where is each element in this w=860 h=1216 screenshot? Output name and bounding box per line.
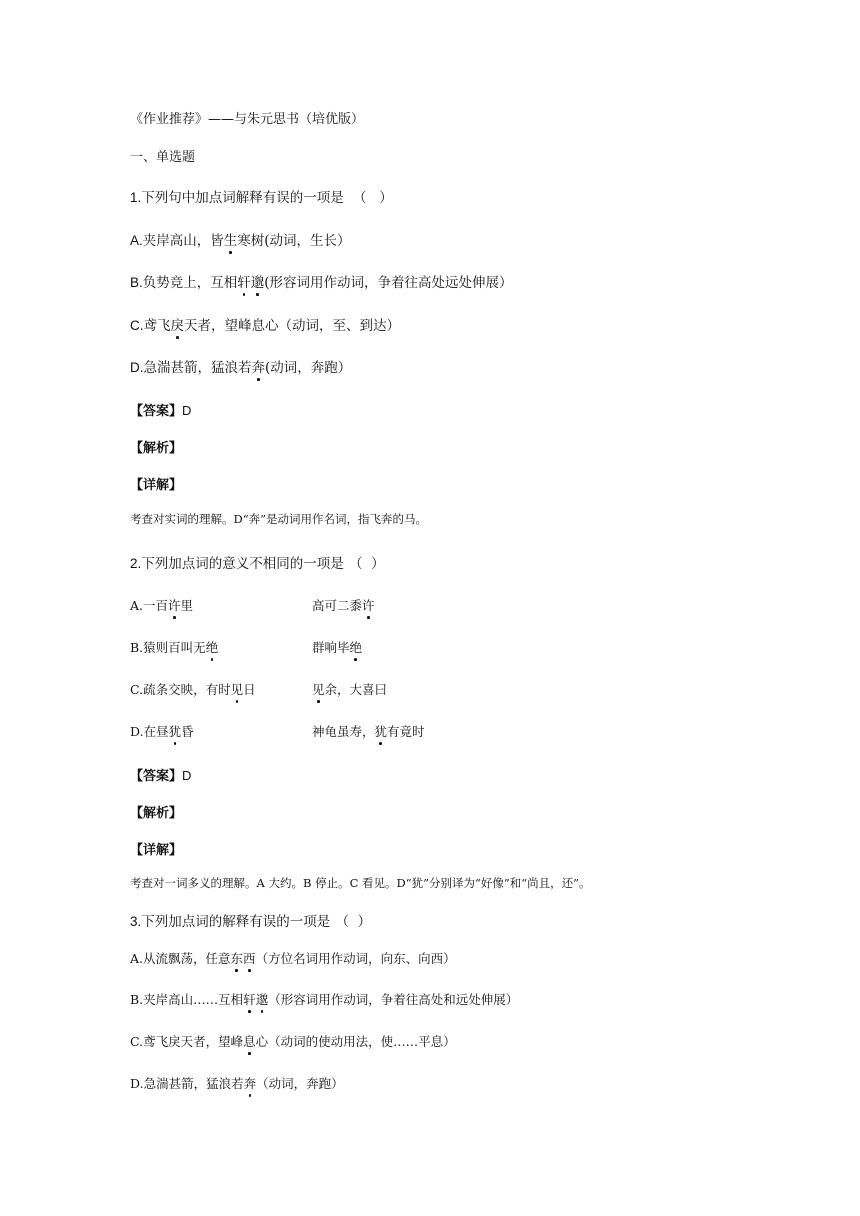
q1-option-a: A.夹岸高山，皆生寒树(动词，生长） [130,229,351,249]
dotted-char: 轩 [237,271,251,291]
dotted-char: 犹 [168,724,182,739]
dotted-char: 息 [243,1034,256,1049]
dotted-char: 见 [230,682,244,697]
answer-paren-close: ） [357,914,372,930]
dotted-char: 轩 [243,992,256,1007]
question-2-text: 2.下列加点词的意义不相同的一项是 [130,556,344,571]
q1-detail-label: 【详解】 [130,478,183,493]
q3-option-c: C.鸢飞戾天者，望峰息心（动词的使动用法，使……平息） [130,1034,456,1049]
dotted-char: 见 [312,682,325,697]
dotted-char: 奔 [252,356,266,376]
option-letter: A. [130,951,144,966]
q3-option-d: D.急湍甚箭，猛浪若奔（动词，奔跑） [130,1076,344,1091]
dotted-char: 戾 [171,314,185,334]
dotted-char: 西 [243,951,256,966]
dotted-char: 奔 [243,1076,257,1091]
answer-paren-open: （ [335,914,349,930]
q1-option-b: B.负势竞上，互相轩邈(形容词用作动词，争着往高处远处伸展） [130,271,513,291]
q2-option-a: A.一百许里 高可二黍许 [130,598,375,613]
section-heading: 一、单选题 [130,150,196,165]
option-letter: A. [130,233,143,248]
q3-option-a: A.从流飘荡，任意东西（方位名词用作动词，向东、向西） [130,951,456,966]
dotted-char: 邈 [251,271,265,291]
dotted-char: 邈 [255,992,269,1007]
document-title: 《作业推荐》——与朱元思书（培优版） [130,112,365,127]
option-letter: B. [130,640,144,655]
q2-option-d: D.在昼犹昏 神龟虽寿，犹有竟时 [130,724,425,739]
option-letter: D. [130,1076,144,1091]
q1-answer-value: D [182,403,192,418]
dotted-char: 许 [362,598,375,613]
q3-option-b: B.夹岸高山……互相轩邈（形容词用作动词，争着往高处和远处伸展） [130,992,519,1007]
option-letter: D. [130,360,144,375]
q2-option-d-right: 神龟虽寿，犹有竟时 [312,724,425,739]
answer-paren-close: ） [379,190,393,206]
dotted-char: 绝 [205,640,219,655]
option-letter: C. [130,682,144,697]
dotted-char: 绝 [349,640,363,655]
option-letter: D. [130,724,144,739]
dotted-char: 生 [224,229,238,249]
option-letter: C. [130,1034,144,1049]
answer-paren-open: （ [348,556,363,572]
q2-analysis-label: 【解析】 [130,806,183,821]
question-1-text: 1.下列句中加点词解释有误的一项是 [130,190,344,205]
dotted-char: 犹 [374,724,388,739]
q2-option-b-right: 群响毕绝 [312,640,363,655]
question-3-text: 3.下列加点词的解释有误的一项是 [130,914,331,929]
q2-option-b: B.猿则百叫无绝 群响毕绝 [130,640,363,655]
answer-paren-close: ） [371,556,385,572]
q2-option-c-right: 见余，大喜曰 [312,682,388,697]
q1-answer: 【答案】D [130,403,192,419]
q2-option-c: C.疏条交映，有时见日 见余，大喜曰 [130,682,388,697]
question-2-stem [130,552,390,572]
dotted-char: 东 [230,951,244,966]
question-1-stem [130,186,402,206]
q1-option-d: D.急湍甚箭，猛浪若奔(动词，奔跑） [130,356,351,376]
option-letter: C. [130,318,144,333]
dotted-char: 许 [168,598,181,613]
q2-answer-value: D [182,768,192,783]
q1-option-c: C.鸢飞戾天者，望峰息心（动词，至、到达） [130,314,400,334]
option-letter: B. [130,992,144,1007]
answer-paren-open: （ [352,190,367,206]
option-letter: A. [130,598,144,613]
q2-detail-label: 【详解】 [130,843,183,858]
option-letter: B. [130,275,143,290]
q2-answer: 【答案】D [130,768,192,784]
q1-detail-text: 考查对实词的理解。D“奔”是动词用作名词，指飞奔的马。 [130,512,427,526]
question-3-stem [130,910,376,930]
q2-option-a-right: 高可二黍许 [312,598,375,613]
q1-analysis-label: 【解析】 [130,441,183,456]
q2-detail-text: 考查对一词多义的理解。A 大约。B 停止。C 看见。D“犹”分别译为“好像”和“尚且，还”。 [130,876,591,890]
